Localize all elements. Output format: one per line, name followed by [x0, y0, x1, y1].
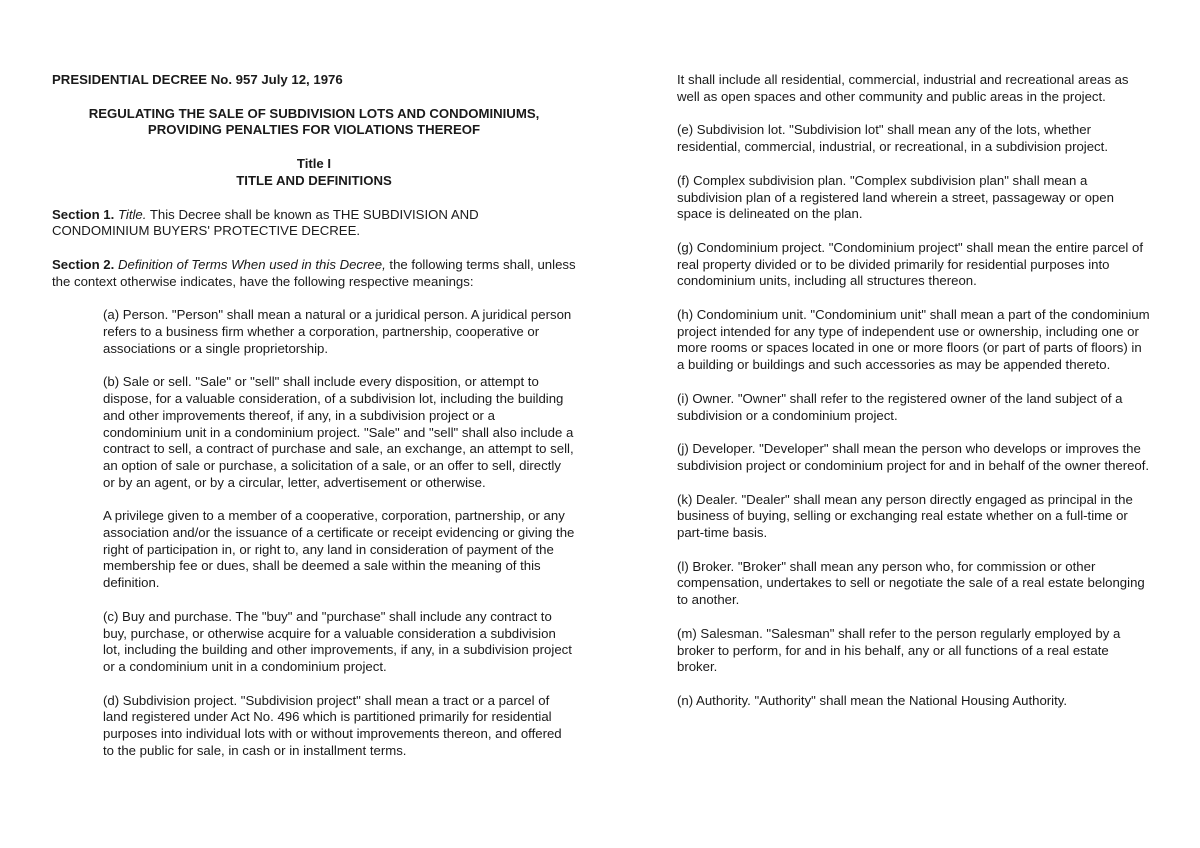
section-1-label: Section 1. [52, 206, 115, 222]
title-label: Title I [296, 156, 332, 172]
definition-d-continuation: It shall include all residential, commercial, industrial and recreational areas as well as open spaces and other community and public areas in the project. [677, 72, 1129, 104]
section-2-text: the following terms shall, unless the context otherwise indicates, have the following respective meanings: [52, 256, 576, 289]
definition-f: (f) Complex subdivision plan. "Complex subdivision plan" shall mean a subdivision plan of a registered land wherein a street, passageway or open space is delineated on the plan. [677, 172, 1114, 222]
section-2-label: Section 2. [52, 256, 115, 272]
definition-m: (m) Salesman. "Salesman" shall refer to the person regularly employed by a broker to perform, for and in his behalf, any or all functions of a real estate broker. [677, 625, 1121, 675]
definition-b-privilege: A privilege given to a member of a cooperative, corporation, partnership, or any association and/or the issuance of a certificate or receipt evidencing or giving the right of participation in, or right to, any land in consideration of payment of the membership fee or dues, shall be deemed a sale within the meaning of this definition. [103, 508, 575, 591]
title-block [52, 156, 576, 189]
decree-title: PRESIDENTIAL DECREE No. 957 July 12, 1976 [52, 72, 343, 87]
definition-k: (k) Dealer. "Dealer" shall mean any person directly engaged as principal in the business of buying, selling or exchanging real estate whether on a full-time or part-time basis. [677, 491, 1133, 541]
decree-subtitle [52, 106, 576, 139]
subtitle-line-2: PROVIDING PENALTIES FOR VIOLATIONS THEREOF [147, 122, 481, 138]
section-2 [52, 257, 576, 290]
section-2-title: Definition of Terms When used in this Decree, [117, 256, 386, 272]
definition-l: (l) Broker. "Broker" shall mean any person who, for commission or other compensation, undertakes to sell or negotiate the sale of a real estate belonging to another. [677, 558, 1145, 608]
title-heading: TITLE AND DEFINITIONS [236, 172, 392, 188]
definition-b: (b) Sale or sell. "Sale" or "sell" shall include every disposition, or attempt to dispose, for a valuable consideration, of a subdivision lot, including the building and other improvements thereof, if any, in a subdivision project or a condominium unit in a condominium project. "Sale" and "sell" shall also include a contract to sell, a contract of purchase and sale, an exchange, an attempt to sell, an option of sale or purchase, a solicitation of a sale, or an offer to sell, directly or by an agent, or by a circular, letter, advertisement or otherwise. [103, 374, 574, 490]
definition-e: (e) Subdivision lot. "Subdivision lot" shall mean any of the lots, whether residential, commercial, industrial, or recreational, in a subdivision project. [677, 122, 1108, 155]
section-1 [52, 207, 576, 240]
definition-i: (i) Owner. "Owner" shall refer to the registered owner of the land subject of a subdivision or a condominium project. [677, 390, 1123, 423]
subtitle-line-1: REGULATING THE SALE OF SUBDIVISION LOTS AND CONDOMINIUMS, [88, 105, 540, 121]
right-column [677, 72, 1151, 710]
definition-d: (d) Subdivision project. "Subdivision project" shall mean a tract or a parcel of land registered under Act No. 496 which is partitioned primarily for residential purposes into individual lots with or without improvements thereon, and offered to the public for sale, in cash or in installment terms. [103, 692, 562, 758]
definition-g: (g) Condominium project. "Condominium project" shall mean the entire parcel of real property divided or to be divided primarily for residential purposes into condominium units, including all structures thereon. [677, 239, 1144, 289]
definition-n: (n) Authority. "Authority" shall mean the National Housing Authority. [677, 692, 1068, 708]
definition-h: (h) Condominium unit. "Condominium unit" shall mean a part of the condominium project intended for any type of independent use or ownership, including one or more rooms or spaces located in one or more floors (or part of parts of floors) in a building or buildings and such accessories as may be appended thereto. [677, 307, 1150, 373]
definition-a: (a) Person. "Person" shall mean a natural or a juridical person. A juridical person refers to a business firm whether a corporation, partnership, cooperative or associations or a single proprietorship. [103, 307, 572, 356]
definition-j: (j) Developer. "Developer" shall mean the person who develops or improves the subdivision project or condominium project for and in behalf of the owner thereof. [677, 441, 1150, 473]
section-1-title: Title. [117, 206, 147, 222]
definition-c: (c) Buy and purchase. The "buy" and "purchase" shall include any contract to buy, purchase, or otherwise acquire for a valuable consideration a subdivision lot, including the building and other improvements, if any, in a subdivision project or a condominium unit in a condominium project. [103, 608, 572, 674]
left-column [52, 72, 576, 760]
section-1-text: This Decree shall be known as THE SUBDIVISION AND CONDOMINIUM BUYERS' PROTECTIVE DECREE. [52, 206, 479, 239]
